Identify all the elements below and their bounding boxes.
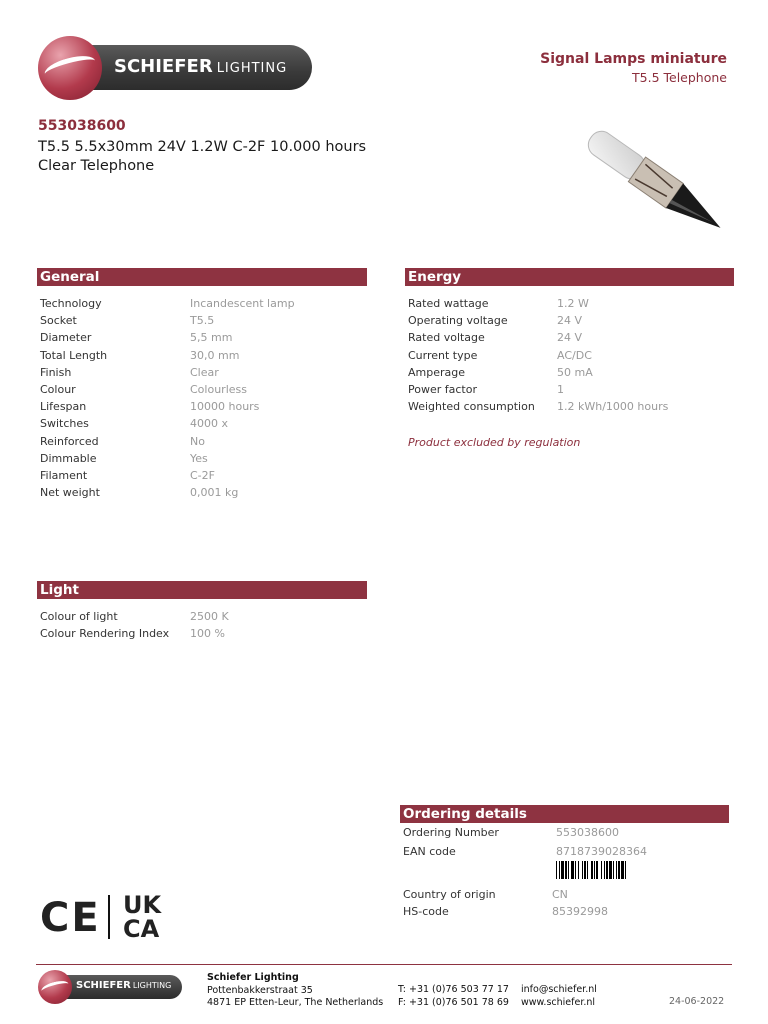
ordering-number-label: Ordering Number (403, 826, 499, 840)
spec-value: C-2F (190, 468, 215, 482)
footer-contact (521, 984, 597, 1009)
spec-label: Operating voltage (408, 314, 508, 328)
footer-web-link[interactable]: www.schiefer.nl (521, 996, 596, 1008)
energy-section-header: Energy (405, 268, 734, 286)
spec-label: Lifespan (40, 400, 87, 414)
hs-code-label: HS-code (403, 905, 449, 919)
general-spec-list (40, 295, 295, 501)
barcode-bar (575, 861, 576, 879)
ce-mark: CE (40, 895, 101, 941)
barcode-bar (559, 861, 560, 879)
spec-row (40, 625, 229, 642)
spec-value: 30,0 mm (190, 348, 240, 362)
spec-row (40, 484, 295, 501)
spec-label: Reinforced (40, 434, 99, 448)
footer-email-link[interactable]: info@schiefer.nl (521, 984, 597, 995)
spec-row (408, 347, 668, 364)
barcode-bar (594, 861, 595, 879)
origin-value: CN (552, 888, 568, 902)
footer-date: 24-06-2022 (669, 996, 725, 1007)
barcode-bar (556, 861, 557, 879)
spec-label: Amperage (408, 365, 466, 379)
barcode-bar (587, 861, 588, 879)
spec-label: Net weight (40, 486, 100, 500)
barcode-bar (613, 861, 614, 879)
barcode-bar (609, 861, 612, 879)
spec-label: Switches (40, 417, 89, 431)
barcode-bar (565, 861, 567, 879)
spec-row (40, 450, 295, 467)
spec-label: Filament (40, 468, 88, 482)
spec-value: Clear (190, 365, 219, 379)
spec-label: Weighted consumption (408, 400, 535, 414)
spec-value: Colourless (190, 383, 247, 397)
spec-value: 24 V (557, 314, 583, 328)
spec-row (408, 398, 668, 415)
hs-code-value: 85392998 (552, 905, 608, 919)
ukca-mark-bottom: CA (123, 915, 160, 943)
barcode-bar (625, 861, 626, 879)
spec-value: 1.2 W (557, 297, 589, 311)
spec-value: 4000 x (190, 417, 229, 431)
spec-row (40, 608, 229, 625)
barcode-bar (568, 861, 569, 879)
ordering-number-value: 553038600 (556, 826, 619, 840)
spec-row (40, 329, 295, 346)
spec-label: Rated voltage (408, 331, 485, 345)
brand-sub: LIGHTING (216, 61, 288, 76)
spec-value: Yes (190, 451, 208, 465)
spec-value: 1.2 kWh/1000 hours (557, 400, 669, 414)
spec-value: AC/DC (557, 348, 592, 362)
ean-barcode (556, 861, 676, 879)
spec-row (40, 433, 295, 450)
lamp-image (580, 112, 730, 252)
barcode-bar (601, 861, 602, 879)
spec-row (408, 381, 668, 398)
ordering-details (403, 824, 733, 860)
spec-label: Colour (40, 383, 76, 397)
spec-row (408, 329, 668, 346)
spec-row (40, 398, 295, 415)
barcode-bar (606, 861, 608, 879)
ean-value: 8718739028364 (556, 845, 647, 859)
spec-value: 0,001 kg (190, 486, 239, 500)
spec-row (40, 347, 295, 364)
spec-label: Diameter (40, 331, 92, 345)
barcode-bar (582, 861, 583, 879)
footer-divider (36, 964, 732, 965)
spec-value: Incandescent lamp (190, 297, 295, 311)
footer-address-line2: 4871 EP Etten-Leur, The Netherlands (207, 997, 384, 1008)
footer-address (207, 972, 383, 1010)
energy-spec-list (408, 295, 668, 415)
ean-label: EAN code (403, 845, 456, 859)
product-code: 553038600 (38, 118, 126, 134)
barcode-bar (578, 861, 579, 879)
spec-row (408, 312, 668, 329)
barcode-bar (561, 861, 564, 879)
spec-row (408, 295, 668, 312)
spec-row (408, 364, 668, 381)
spec-value: 50 mA (557, 365, 593, 379)
footer-brand-sub: LIGHTING (132, 981, 172, 990)
spec-row (40, 312, 295, 329)
spec-label: Power factor (408, 383, 477, 397)
spec-value: 5,5 mm (190, 331, 233, 345)
spec-value: 2500 K (190, 610, 229, 624)
category-subtitle: T5.5 Telephone (632, 70, 727, 85)
spec-value: No (190, 434, 205, 448)
barcode-bar (616, 861, 617, 879)
barcode-bar (596, 861, 598, 879)
footer-phone (398, 984, 509, 1009)
brand-name: SCHIEFER (114, 56, 213, 77)
spec-value: 10000 hours (190, 400, 260, 414)
spec-label: Finish (40, 365, 72, 379)
barcode-bar (571, 861, 574, 879)
barcode-bar (621, 861, 624, 879)
light-section-header: Light (37, 581, 367, 599)
footer-tel: T: +31 (0)76 503 77 17 (398, 984, 509, 995)
footer-fax: F: +31 (0)76 501 78 69 (398, 996, 509, 1008)
light-spec-list (40, 608, 229, 642)
ordering-section-header: Ordering details (400, 805, 729, 823)
spec-label: Socket (40, 314, 77, 328)
spec-label: Dimmable (40, 451, 97, 465)
spec-value: 24 V (557, 331, 583, 345)
logo-sphere-icon (38, 36, 102, 100)
spec-value: 100 % (190, 627, 225, 641)
regulation-note: Product excluded by regulation (408, 436, 581, 449)
barcode-bar (591, 861, 593, 879)
spec-row (40, 295, 295, 312)
spec-label: Technology (40, 297, 102, 311)
spec-value: T5.5 (190, 314, 215, 328)
spec-value: 1 (557, 383, 564, 397)
ordering-details-lower (403, 886, 733, 920)
product-description: T5.5 5.5x30mm 24V 1.2W C-2F 10.000 hours Clear Telephone (38, 139, 367, 174)
category-title: Signal Lamps miniature (540, 51, 727, 67)
general-section-header: General (37, 268, 367, 286)
spec-row (40, 467, 295, 484)
footer-company: Schiefer Lighting (207, 972, 299, 983)
spec-row (40, 364, 295, 381)
footer-logo-sphere-icon (38, 970, 72, 1004)
footer-brand-name: SCHIEFER (76, 980, 131, 991)
barcode-bar (618, 861, 620, 879)
spec-label: Current type (408, 348, 478, 362)
certification-marks (40, 893, 180, 943)
brand-logo (38, 36, 314, 100)
spec-label: Colour Rendering Index (40, 627, 170, 641)
spec-label: Colour of light (40, 610, 118, 624)
spec-label: Total Length (40, 348, 108, 362)
footer-address-line1: Pottenbakkerstraat 35 (207, 984, 313, 996)
origin-label: Country of origin (403, 888, 496, 902)
ukca-mark-top: UK (123, 891, 162, 919)
spec-row (40, 381, 295, 398)
barcode-bar (584, 861, 586, 879)
spec-label: Rated wattage (408, 297, 489, 311)
barcode-bar (604, 861, 605, 879)
spec-row (40, 415, 295, 432)
footer-logo (38, 970, 182, 1004)
